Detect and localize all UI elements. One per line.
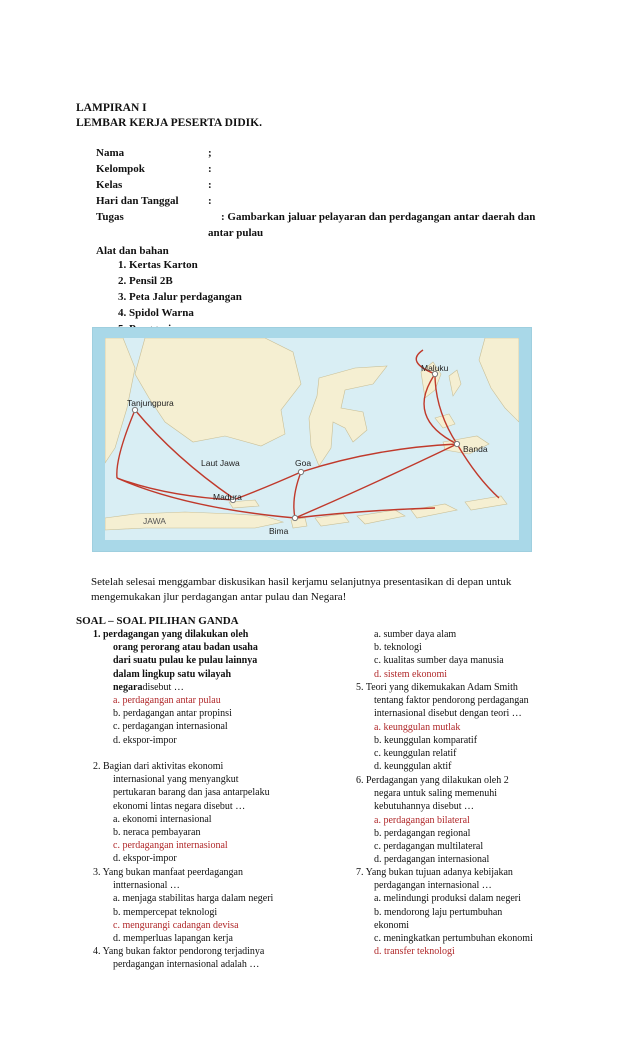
q1-option-b: b. perdagangan antar propinsi — [113, 708, 232, 720]
q1-line: 1. perdagangan yang dilakukan oleh — [93, 629, 249, 640]
q1-option-c: c. perdagangan internasional — [113, 721, 228, 733]
tool-item: 2. Pensil 2B — [118, 275, 173, 287]
field-nama — [96, 146, 212, 160]
map-label-maluku: Maluku — [421, 363, 449, 373]
q2-option-a: a. ekonomi internasional — [113, 813, 212, 825]
doc-title: LAMPIRAN I — [76, 102, 147, 114]
q4-line: perdagangan internasional adalah … — [113, 959, 260, 971]
land-kalimantan — [135, 338, 301, 446]
label-hari: Hari dan Tanggal — [96, 195, 179, 207]
q3-option-d: d. memperluas lapangan kerja — [113, 933, 233, 945]
q3-option-b: b. mempercepat teknologi — [113, 906, 218, 918]
q7-option-d: d. transfer teknologi — [374, 946, 455, 958]
q1-option-a: a. perdagangan antar pulau — [113, 695, 221, 707]
q5-line: 5. Teori yang dikemukakan Adam Smith — [356, 682, 518, 693]
q2-line: 2. Bagian dari aktivitas ekonomi — [93, 761, 224, 772]
q5-option-d: d. keunggulan aktif — [374, 761, 452, 773]
question-1 — [93, 628, 333, 747]
q1-line: dari suatu pulau ke pulau lainnya — [113, 655, 258, 667]
instruction-line-1: Setelah selesai menggambar diskusikan hasil kerjamu selanjutnya presentasikan di depan untuk — [91, 576, 512, 588]
map-svg — [105, 338, 519, 540]
tool-item: 3. Peta Jalur perdagangan — [118, 291, 242, 303]
q2-line: ekonomi lintas negara disebut … — [113, 800, 246, 812]
q2-option-c: c. perdagangan internasional — [113, 840, 228, 852]
tools-title: Alat dan bahan — [96, 245, 169, 257]
instruction-line-2: mengemukakan jlur perdagangan antar pulau dan Negara! — [91, 591, 347, 603]
q7-option-b: b. mendorong laju pertumbuhan — [374, 906, 503, 918]
question-6 — [356, 774, 606, 866]
q4-line: 4. Yang bukan faktor pendorong terjadinya — [93, 946, 265, 957]
q3-line: 3. Yang bukan manfaat peerdagangan — [93, 867, 243, 878]
question-4-options — [374, 628, 604, 681]
q5-line: tentang faktor pendorong perdagangan — [374, 695, 529, 707]
tool-item: 1. Kertas Karton — [118, 259, 198, 271]
label-kelas: Kelas — [96, 179, 123, 191]
q3-option-c: c. mengurangi cadangan devisa — [113, 919, 239, 931]
q1-option-d: d. ekspor-impor — [113, 734, 177, 746]
label-kelompok: Kelompok — [96, 163, 145, 175]
q5-line: internasional disebut dengan teori … — [374, 708, 522, 720]
map-label-jawa: JAWA — [143, 516, 166, 526]
doc-subtitle: LEMBAR KERJA PESERTA DIDIK. — [76, 117, 262, 129]
q4-option-a: a. sumber daya alam — [374, 629, 457, 640]
q4-option-b: b. teknologi — [374, 642, 422, 654]
q4-option-d: d. sistem ekonomi — [374, 668, 448, 680]
q2-option-d: d. ekspor-impor — [113, 853, 177, 865]
map-sea — [105, 338, 519, 540]
field-hari — [96, 194, 212, 208]
q3-line: intternasional … — [113, 880, 180, 892]
tugas-text-2: antar pulau — [208, 227, 264, 239]
q7-line: 7. Yang bukan tujuan adanya kebijakan — [356, 867, 513, 878]
question-7 — [356, 866, 606, 958]
q6-line: 6. Perdagangan yang dilakukan oleh 2 — [356, 775, 509, 786]
q2-option-b: b. neraca pembayaran — [113, 827, 201, 839]
map-label-banda: Banda — [463, 444, 488, 454]
field-tugas — [96, 210, 566, 224]
q5-option-a: a. keunggulan mutlak — [374, 721, 461, 733]
sep-kelas: : — [208, 179, 212, 191]
q2-line: pertukaran barang dan jasa antarpelaku — [113, 787, 270, 799]
field-kelompok — [96, 162, 212, 176]
q5-option-c: c. keunggulan relatif — [374, 748, 457, 760]
question-4 — [93, 945, 343, 971]
q1-last-rest: disebut … — [142, 681, 184, 693]
question-3 — [93, 866, 343, 945]
land-papua — [479, 338, 519, 422]
sep-hari: : — [208, 195, 212, 207]
q2-line: internasional yang menyangkut — [113, 774, 239, 786]
soal-title: SOAL – SOAL PILIHAN GANDA — [76, 615, 239, 627]
q6-option-d: d. perdagangan internasional — [374, 854, 490, 866]
label-nama: Nama — [96, 147, 125, 159]
q6-option-c: c. perdagangan multilateral — [374, 841, 484, 853]
land-jawa — [105, 512, 283, 530]
map-label-madura: Madura — [213, 492, 242, 502]
q1-last-bold: negara — [113, 681, 143, 693]
q6-option-a: a. perdagangan bilateral — [374, 814, 470, 826]
q1-line: dalam lingkup satu wilayah — [113, 668, 232, 680]
q4-option-c: c. kualitas sumber daya manusia — [374, 655, 504, 667]
q6-line: negara untuk saling memenuhi — [374, 788, 498, 800]
q1-line-last — [93, 681, 333, 694]
q7-option-a: a. melindungi produksi dalam negeri — [374, 893, 521, 905]
tugas-text-1: : Gambarkan jaluar pelayaran dan perdagangan antar daerah dan — [221, 211, 536, 223]
trade-route-map — [92, 327, 532, 552]
q7-line: perdagangan internasional … — [374, 880, 492, 892]
question-2 — [93, 760, 343, 866]
label-tugas: Tugas — [96, 211, 124, 223]
q1-line: orang perorang atau badan usaha — [113, 642, 258, 654]
map-label-goa: Goa — [295, 458, 312, 468]
sep-kelompok: : — [208, 163, 212, 175]
map-label-tanjungpura: Tanjungpura — [127, 398, 174, 408]
q7-option-b-cont: ekonomi — [374, 919, 409, 931]
q7-option-c: c. meningkatkan pertumbuhan ekonomi — [374, 933, 533, 945]
q3-option-a: a. menjaga stabilitas harga dalam negeri — [113, 893, 274, 905]
map-label-laut-jawa: Laut Jawa — [201, 458, 240, 468]
sep-nama: ; — [208, 147, 212, 159]
q6-option-b: b. perdagangan regional — [374, 827, 471, 839]
land-sulawesi — [309, 366, 387, 466]
map-label-bima: Bima — [269, 526, 289, 536]
q6-line: kebutuhannya disebut … — [374, 801, 474, 813]
tool-item: 4. Spidol Warna — [118, 307, 194, 319]
question-5 — [356, 681, 606, 773]
q5-option-b: b. keunggulan komparatif — [374, 734, 478, 746]
field-kelas — [96, 178, 212, 192]
